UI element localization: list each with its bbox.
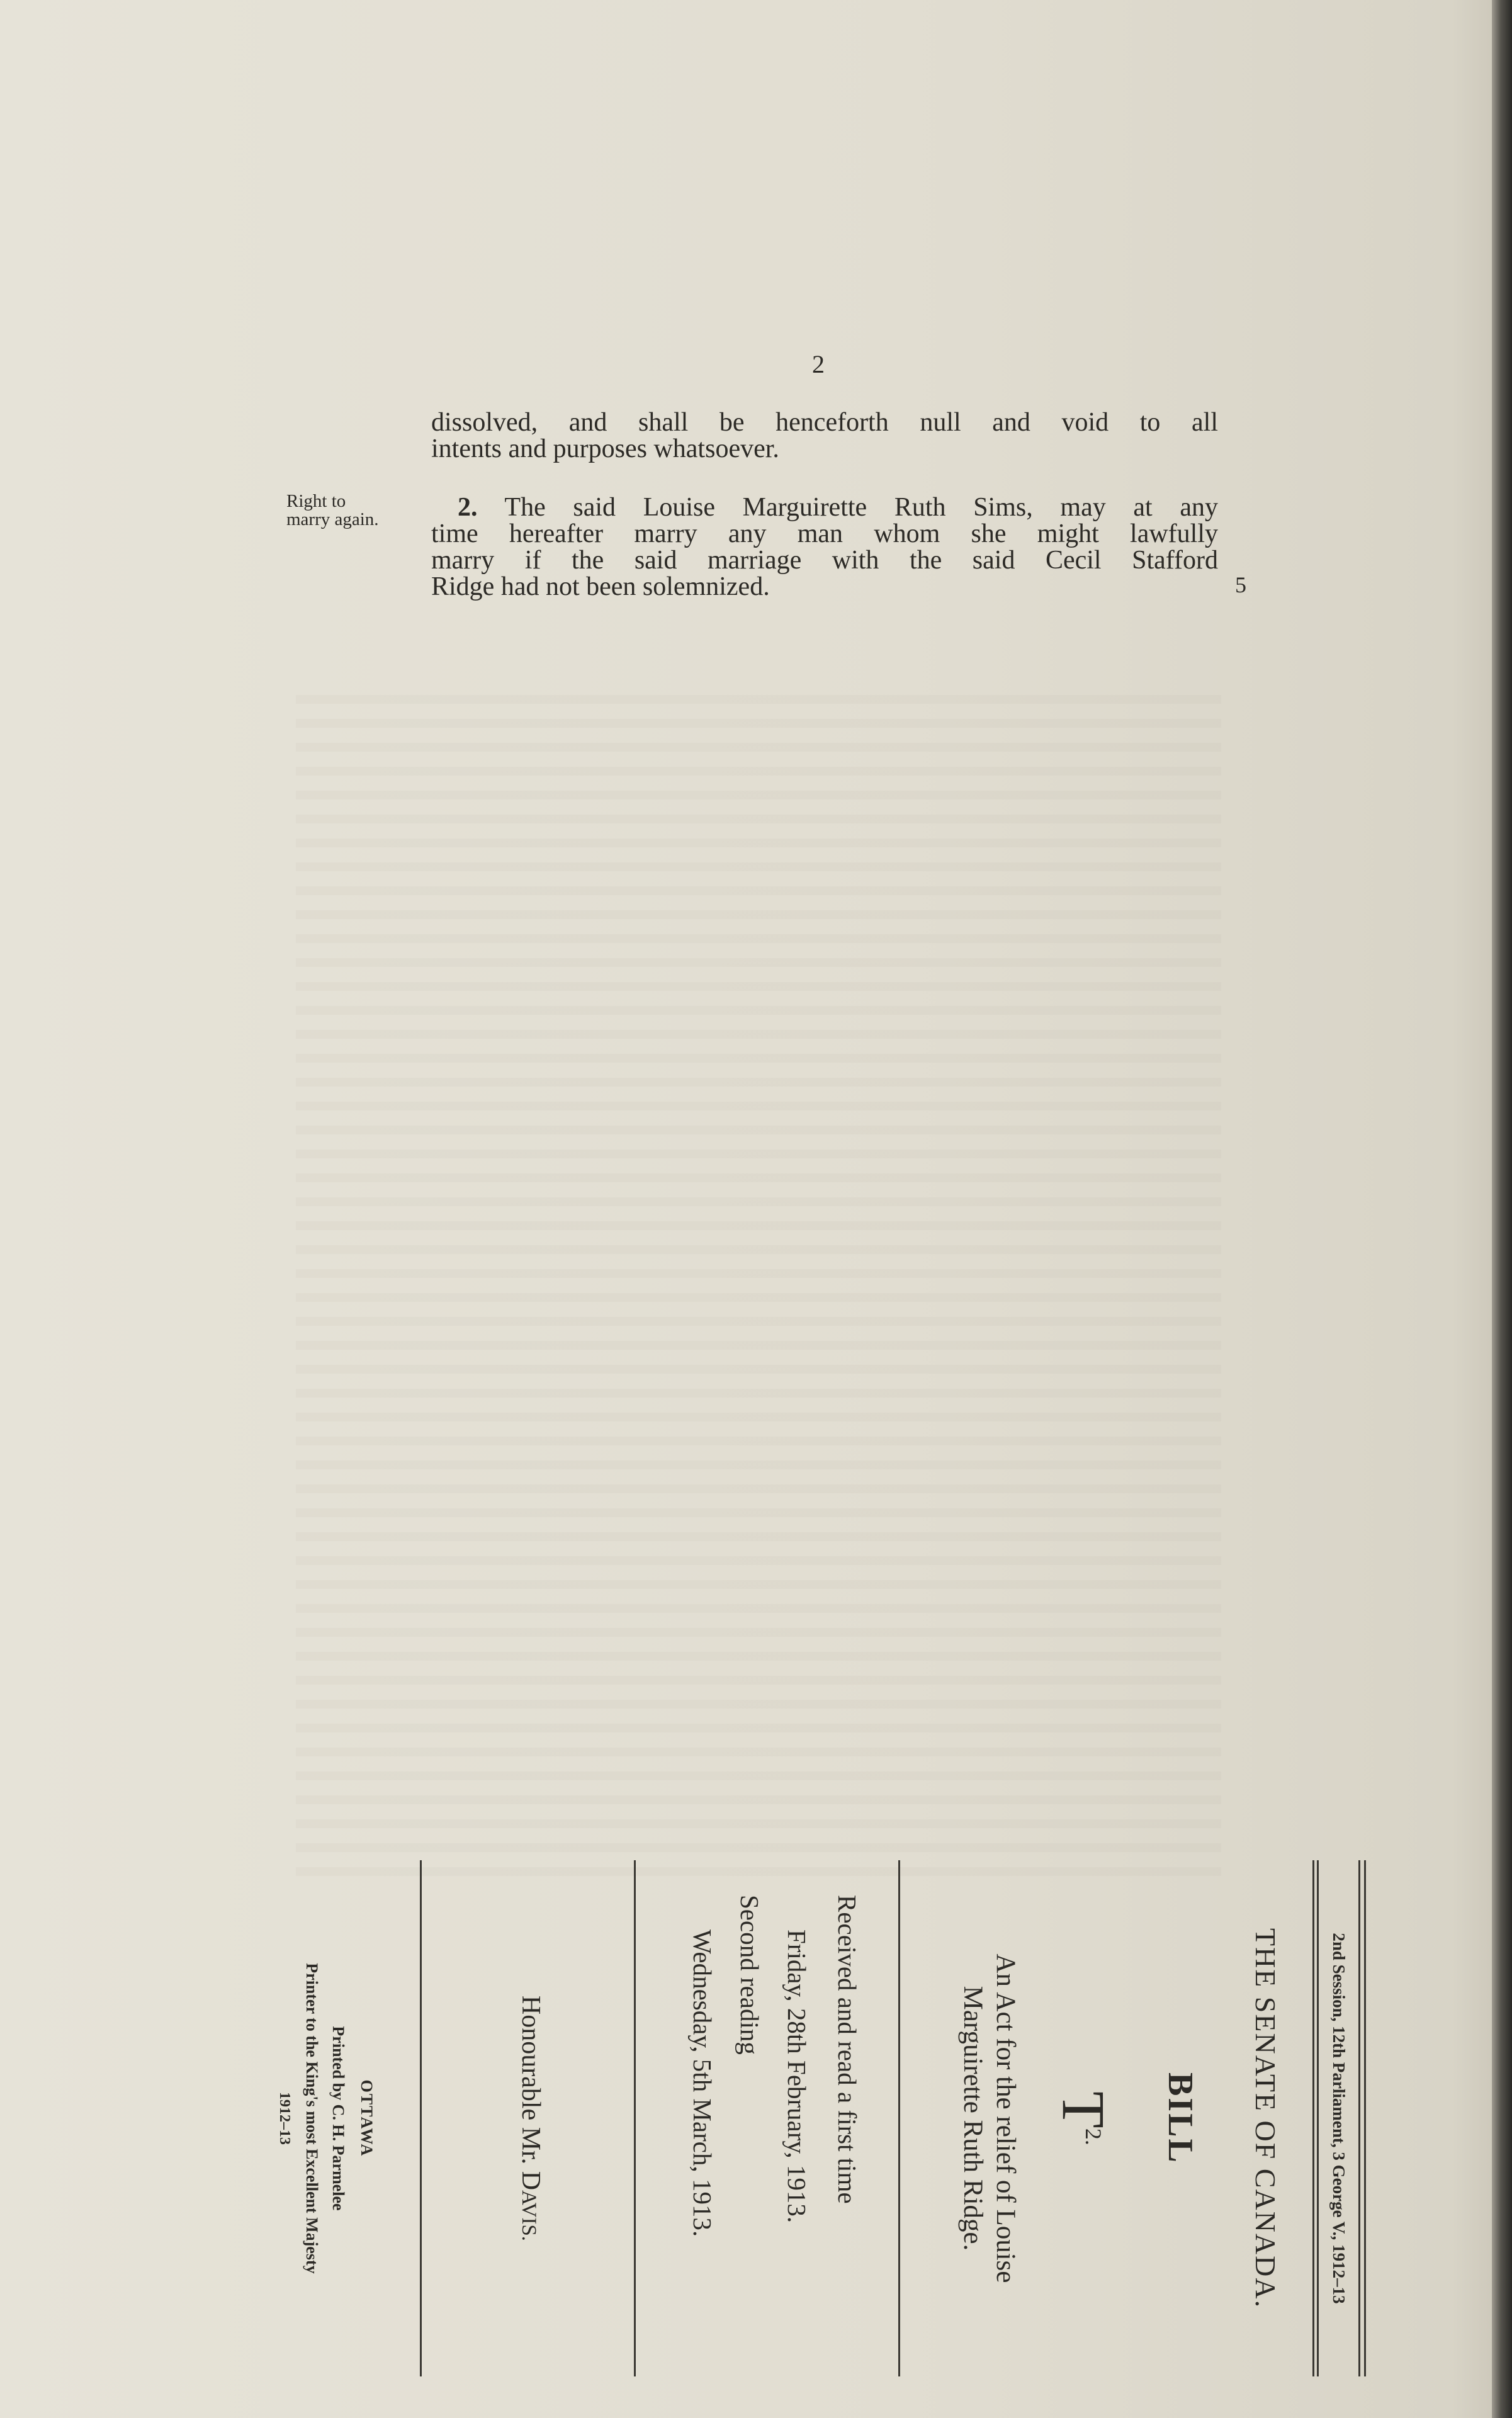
double-rule — [1317, 1860, 1319, 2376]
double-rule — [1312, 1860, 1314, 2376]
bill-superscript: 2. — [1081, 2128, 1106, 2145]
divider-rule — [898, 1860, 900, 2376]
double-rule-top — [1364, 1860, 1366, 2376]
line-number: 5 — [1235, 572, 1246, 597]
imprint-printer-to: Printer to the King's most Excellent Majesty — [303, 1963, 321, 2274]
second-reading-label: Second reading — [735, 1895, 764, 2055]
first-reading-label: Received and read a first time — [833, 1895, 862, 2204]
imprint-year: 1912–13 — [276, 2092, 293, 2145]
divider-rule — [634, 1860, 636, 2376]
body-line: marry if the said marriage with the said Cecil Stafford — [431, 546, 1218, 575]
second-reading-date: Wednesday, 5th March, 1913. — [688, 1929, 717, 2237]
body-line: Ridge had not been solemnized. — [431, 572, 770, 601]
sponsor-rest: AVIS. — [517, 2190, 540, 2242]
body-line: dissolved, and shall be henceforth null and void to all — [431, 408, 1218, 437]
marginal-note-line: marry again. — [286, 509, 379, 529]
imprint-printed-by: Printed by C. H. Parmelee — [329, 2026, 347, 2211]
bill-letter: T — [1050, 2091, 1117, 2128]
page-number: 2 — [812, 350, 825, 378]
binding-edge — [1492, 0, 1512, 2418]
first-reading-date: Friday, 28th February, 1913. — [782, 1929, 811, 2223]
section-2-first-line: The said Louise Marguirette Ruth Sims, may at any — [504, 493, 1218, 522]
section-number: 2. — [458, 493, 478, 522]
act-title-line: Marguirette Ruth Ridge. — [958, 1986, 988, 2251]
section-2 — [431, 494, 1218, 600]
section-1-continuation — [431, 409, 1218, 462]
double-rule-top — [1358, 1860, 1360, 2376]
act-title-line: An Act for the relief of Louise — [991, 1953, 1020, 2283]
divider-rule — [420, 1860, 422, 2376]
marginal-note-line: Right to — [286, 491, 346, 511]
bill-label: BILL — [1161, 2072, 1200, 2164]
marginal-note — [286, 492, 379, 529]
body-line: intents and purposes whatsoever. — [431, 434, 779, 463]
session-line: 2nd Session, 12th Parliament, 3 George V., 1912–13 — [1329, 1933, 1348, 2304]
imprint-city: OTTAWA — [358, 2079, 376, 2157]
show-through-text — [296, 680, 1221, 1876]
sponsor-prefix: Honourable Mr. D — [516, 1995, 545, 2191]
bill-number — [1050, 1860, 1124, 2376]
bill-backing-rotated — [227, 1860, 1366, 2376]
body-line: time hereafter marry any man whom she might lawfully — [431, 519, 1218, 548]
body-line — [431, 494, 1218, 521]
sponsor — [516, 1860, 546, 2376]
senate-heading: THE SENATE OF CANADA. — [1250, 1928, 1282, 2309]
